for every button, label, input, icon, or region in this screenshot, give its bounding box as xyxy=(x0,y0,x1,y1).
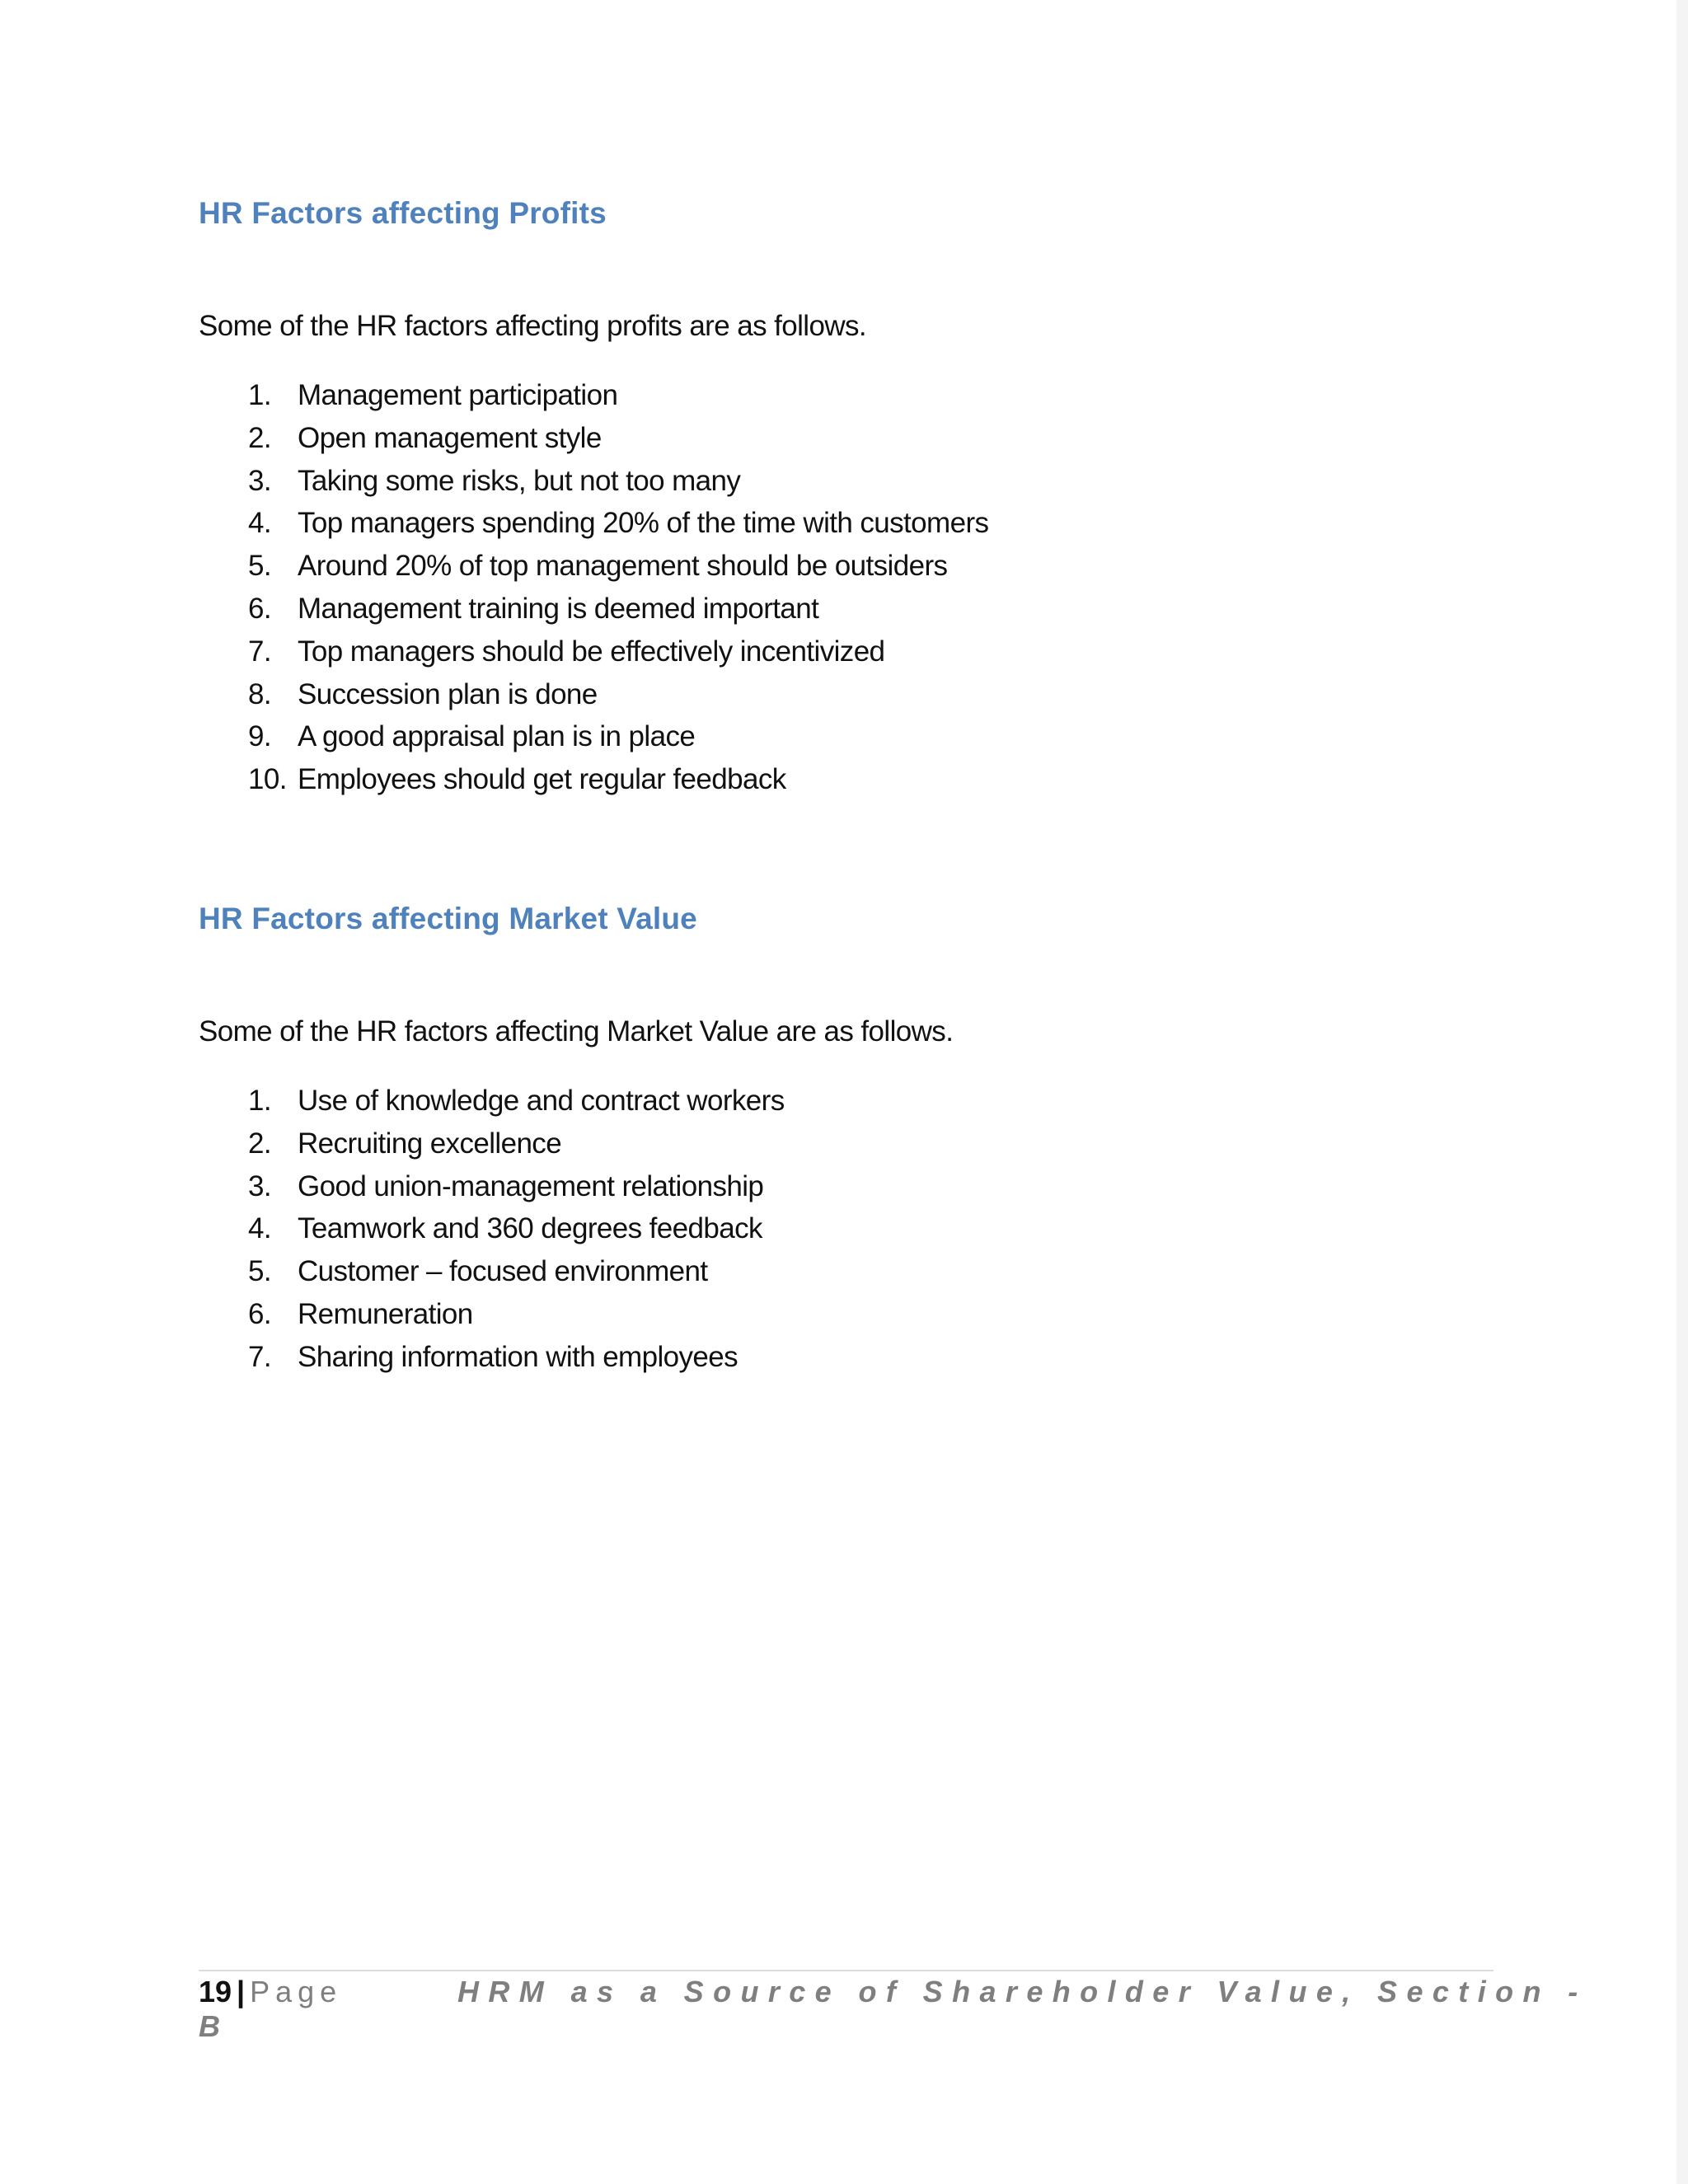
list-item-text: Management participation xyxy=(298,379,618,411)
list-item-number: 6. xyxy=(248,592,271,625)
list-item-number: 9. xyxy=(248,720,271,753)
list-item-text: Remuneration xyxy=(298,1297,473,1330)
list-item-number: 8. xyxy=(248,677,271,710)
list-item-number: 7. xyxy=(248,635,271,668)
list-item-number: 1. xyxy=(248,379,271,411)
list-item-text: Teamwork and 360 degrees feedback xyxy=(298,1212,762,1245)
list-item-number: 2. xyxy=(248,1127,271,1160)
list-item-text: Customer – focused environment xyxy=(298,1255,708,1288)
list-item-text: Around 20% of top management should be outsiders xyxy=(298,550,948,583)
list-item-text: Management training is deemed important xyxy=(298,592,819,625)
list-item-text: Top managers spending 20% of the time with customers xyxy=(298,507,989,540)
list-item-text: Use of knowledge and contract workers xyxy=(298,1085,785,1117)
list-item-text: Top managers should be effectively incentivized xyxy=(298,635,885,668)
list-item-number: 10. xyxy=(248,763,287,796)
footer-divider xyxy=(199,1970,1493,1971)
list-item-text: Employees should get regular feedback xyxy=(298,763,786,796)
list-item-number: 4. xyxy=(248,1212,271,1245)
list-item-number: 3. xyxy=(248,464,271,497)
list-item-number: 6. xyxy=(248,1297,271,1330)
page-edge-shadow xyxy=(1676,0,1688,2184)
list-item-text: A good appraisal plan is in place xyxy=(298,720,696,753)
list-item-number: 5. xyxy=(248,550,271,583)
footer-page-label: Page xyxy=(250,1975,343,2008)
list-item-number: 5. xyxy=(248,1255,271,1288)
section-intro-profits: Some of the HR factors affecting profits are as follows. xyxy=(199,310,867,342)
section-heading-market-value: HR Factors affecting Market Value xyxy=(199,902,697,935)
list-item-number: 1. xyxy=(248,1085,271,1117)
list-item-text: Sharing information with employees xyxy=(298,1340,738,1373)
list-item-number: 2. xyxy=(248,421,271,454)
section-heading-profits: HR Factors affecting Profits xyxy=(199,196,607,230)
footer-page-indicator xyxy=(199,1975,342,2009)
footer-document-title: HRM as a Source of Shareholder Value, Section - xyxy=(457,1975,1587,2008)
list-item-number: 3. xyxy=(248,1169,271,1202)
list-item-text: Taking some risks, but not too many xyxy=(298,464,741,497)
list-item-text: Recruiting excellence xyxy=(298,1127,562,1160)
list-item-number: 4. xyxy=(248,507,271,540)
list-item-text: Open management style xyxy=(298,421,602,454)
list-item-text: Good union-management relationship xyxy=(298,1169,764,1202)
list-item-number: 7. xyxy=(248,1340,271,1373)
footer-document-title-continued: B xyxy=(199,2009,220,2043)
footer-page-number: 19 xyxy=(199,1975,232,2008)
section-intro-market-value: Some of the HR factors affecting Market Value are as follows. xyxy=(199,1015,954,1047)
footer-separator: | xyxy=(237,1975,246,2008)
list-item-text: Succession plan is done xyxy=(298,677,598,710)
